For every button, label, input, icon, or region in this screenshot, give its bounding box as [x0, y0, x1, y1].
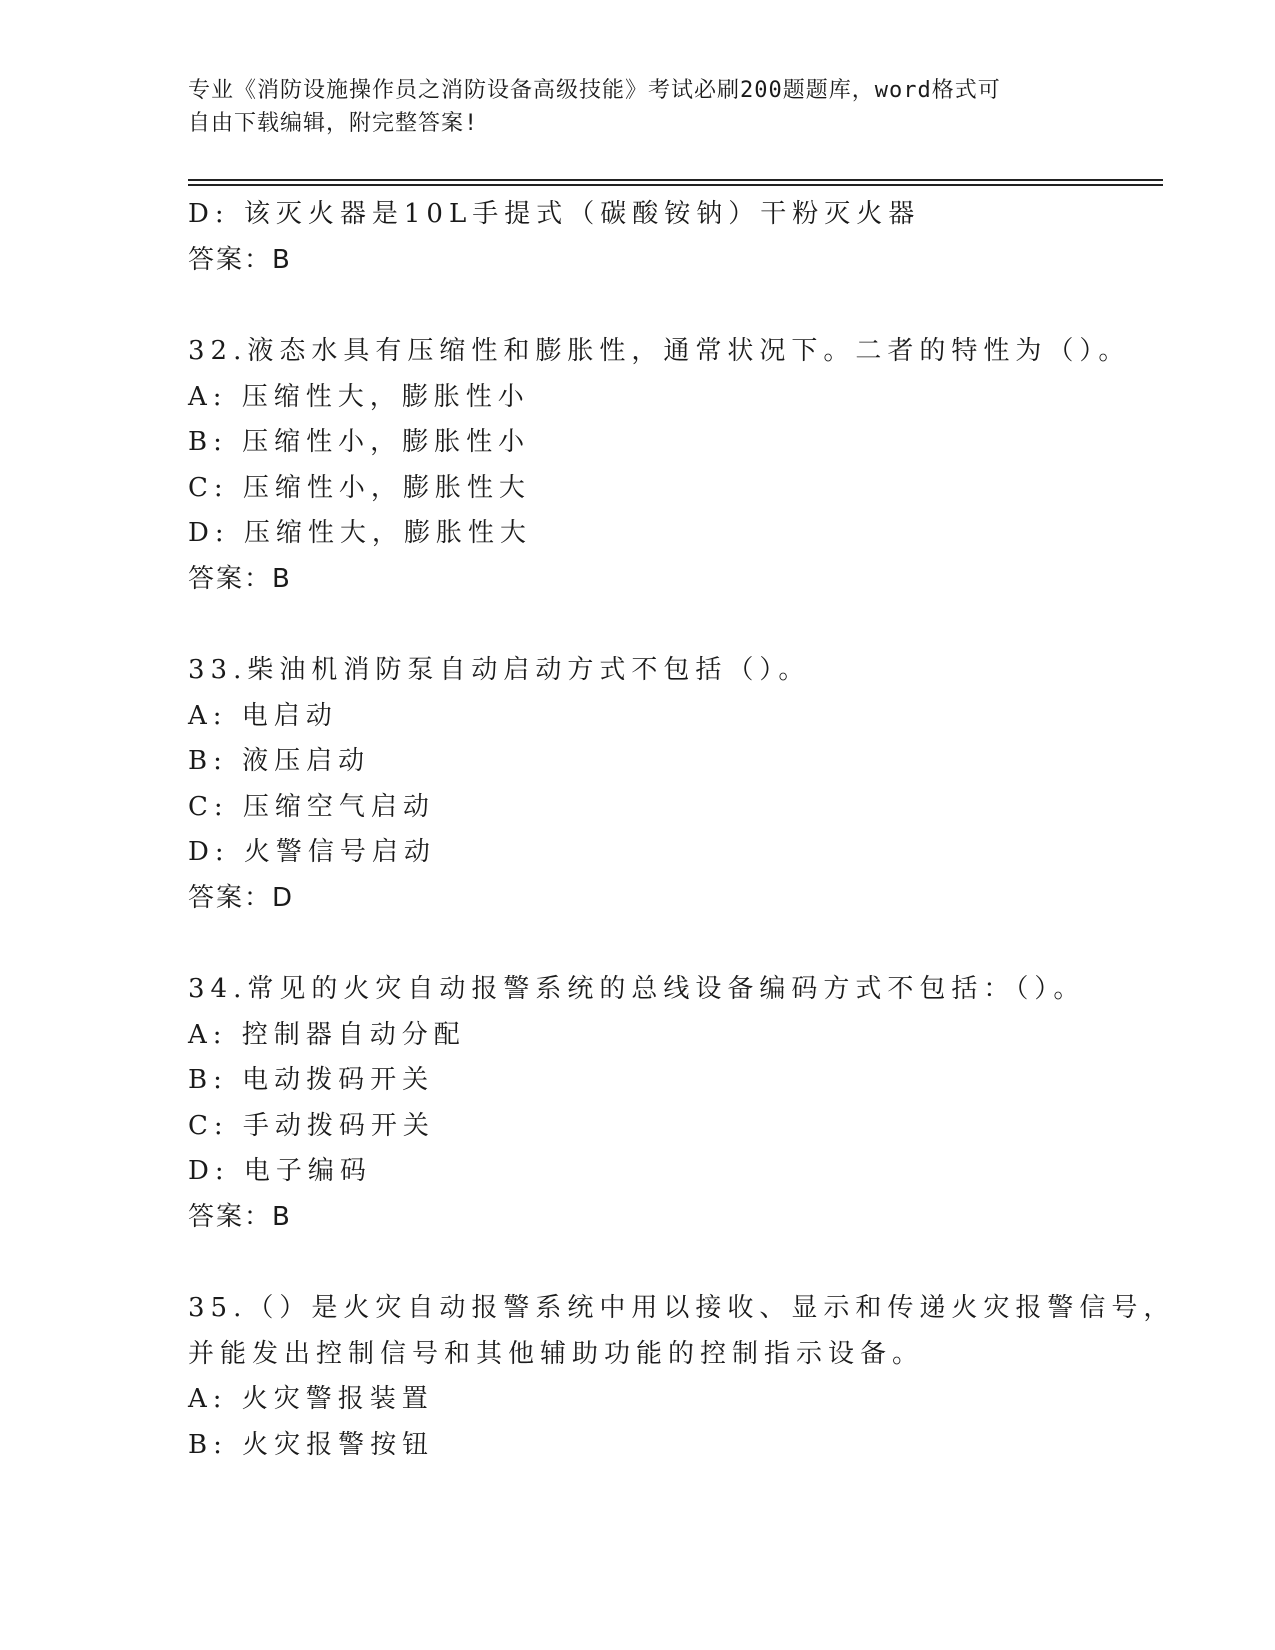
- question-stem-line-2: 并能发出控制信号和其他辅助功能的控制指示设备。: [188, 1338, 925, 1369]
- option-c: C: 压缩空气启动: [188, 791, 435, 822]
- header-line-2: 自由下载编辑，附完整答案!: [188, 111, 479, 136]
- question-stem: 32.液态水具有压缩性和膨胀性，通常状况下。二者的特性为（）。: [188, 336, 1131, 366]
- option-d: D: 火警信号启动: [188, 837, 436, 867]
- question-34: [188, 967, 1148, 1240]
- answer: 答案：B: [188, 244, 292, 275]
- option-b: B: 电动拨码开关: [188, 1065, 435, 1095]
- header-divider-bottom: [188, 184, 1163, 186]
- question-stem: 34.常见的火灾自动报警系统的总线设备编码方式不包括：（）。: [188, 974, 1086, 1004]
- option-a: A: 电启动: [188, 700, 338, 731]
- option-b: B: 液压启动: [188, 746, 371, 776]
- option-d: D: 压缩性大，膨胀性大: [188, 518, 532, 548]
- answer: 答案：B: [188, 563, 292, 594]
- header-divider-top: [188, 179, 1163, 181]
- question-32: [188, 329, 1148, 602]
- option-d: D: 电子编码: [188, 1156, 372, 1186]
- question-stem: 33.柴油机消防泵自动启动方式不包括（）。: [188, 655, 811, 685]
- question-33: [188, 648, 1148, 921]
- option-c: C: 压缩性小，膨胀性大: [188, 472, 531, 503]
- option-a: A: 火灾警报装置: [188, 1384, 434, 1414]
- question-content: [188, 192, 1176, 1468]
- option-d: D: 该灭火器是10L手提式（碳酸铵钠）干粉灭火器: [188, 199, 921, 229]
- document-header: [188, 74, 1088, 140]
- option-c: C: 手动拨码开关: [188, 1110, 435, 1141]
- option-b: B: 压缩性小，膨胀性小: [188, 427, 531, 457]
- option-a: A: 压缩性大，膨胀性小: [188, 381, 530, 412]
- answer: 答案：B: [188, 1201, 292, 1232]
- option-b: B: 火灾报警按钮: [188, 1429, 435, 1460]
- question-stem-line-1: 35.（）是火灾自动报警系统中用以接收、显示和传递火灾报警信号，: [188, 1293, 1176, 1323]
- header-line-1: 专业《消防设施操作员之消防设备高级技能》考试必刷200题题库，word格式可: [188, 78, 1001, 103]
- option-a: A: 控制器自动分配: [188, 1019, 466, 1050]
- answer: 答案：D: [188, 882, 295, 913]
- question-35: [188, 1286, 1176, 1468]
